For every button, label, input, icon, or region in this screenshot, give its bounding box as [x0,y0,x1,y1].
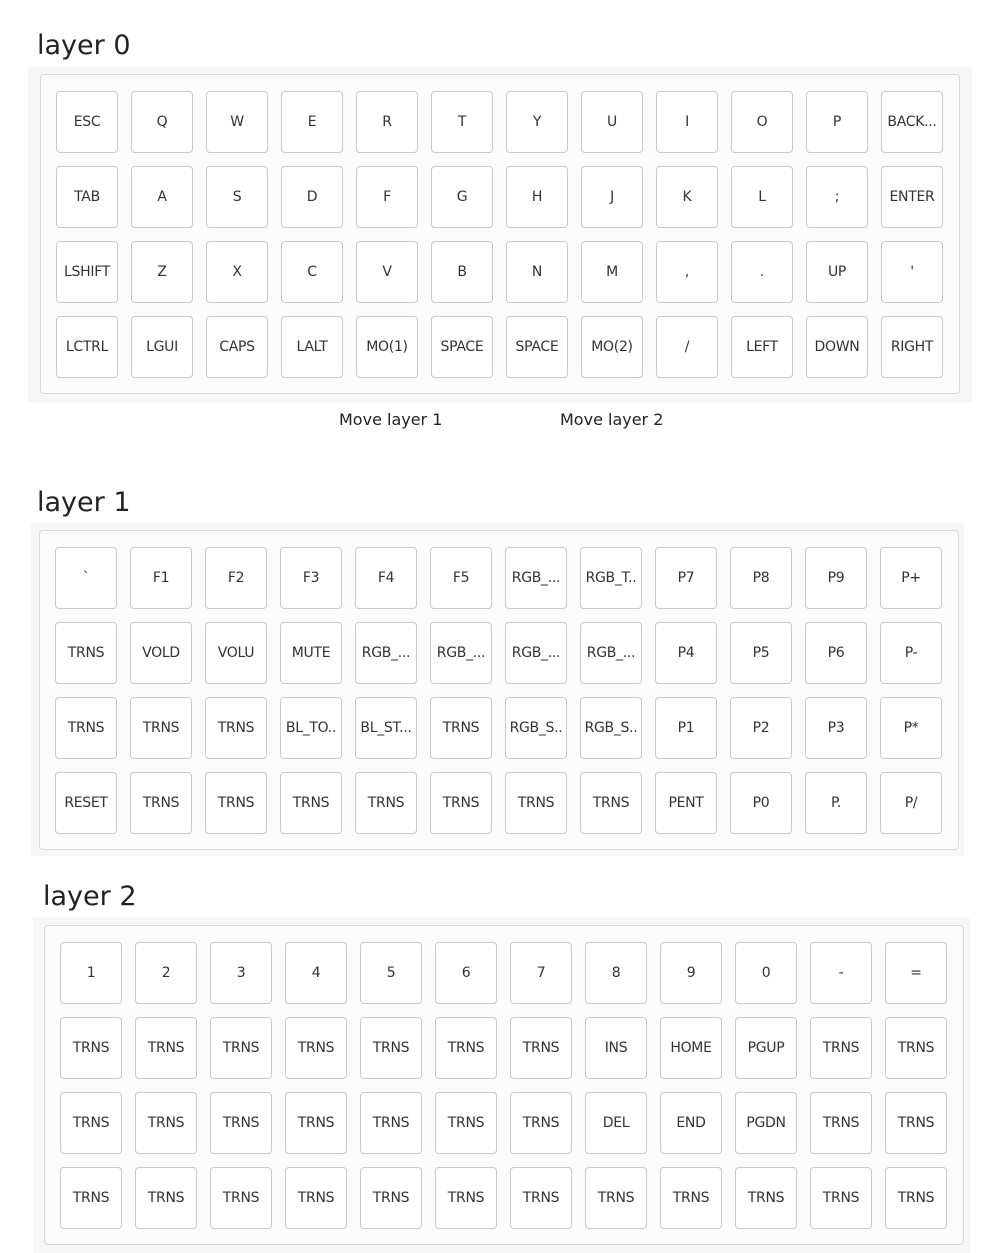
key-layer2-r0-c1[interactable]: 2 [135,942,197,1004]
key-layer1-r3-c9[interactable]: P0 [730,772,792,834]
key-layer2-r2-c9[interactable]: PGDN [735,1092,797,1154]
layer-0-keymap [56,91,943,378]
key-layer2-r3-c9[interactable]: TRNS [735,1167,797,1229]
key-layer0-r3-c11[interactable]: RIGHT [881,316,943,378]
key-layer1-r0-c11[interactable]: P+ [880,547,942,609]
key-layer2-r0-c4[interactable]: 5 [360,942,422,1004]
key-layer0-r2-c10[interactable]: UP [806,241,868,303]
key-layer1-r1-c7[interactable]: RGB_... [580,622,642,684]
key-layer0-r1-c3[interactable]: D [281,166,343,228]
key-layer2-r0-c0[interactable]: 1 [60,942,122,1004]
key-layer2-r3-c10[interactable]: TRNS [810,1167,872,1229]
key-layer2-r2-c2[interactable]: TRNS [210,1092,272,1154]
key-layer0-r0-c3[interactable]: E [281,91,343,153]
layer-2-keymap [60,942,947,1229]
move-layer-1-annotation: Move layer 1 [339,410,443,429]
key-layer2-r0-c6[interactable]: 7 [510,942,572,1004]
key-layer2-r0-c8[interactable]: 9 [660,942,722,1004]
key-layer1-r3-c0[interactable]: RESET [55,772,117,834]
key-layer0-r3-c2[interactable]: CAPS [206,316,268,378]
key-layer1-r3-c1[interactable]: TRNS [130,772,192,834]
key-layer1-r0-c3[interactable]: F3 [280,547,342,609]
key-layer2-r2-c7[interactable]: DEL [585,1092,647,1154]
key-layer2-r0-c5[interactable]: 6 [435,942,497,1004]
key-layer1-r1-c4[interactable]: RGB_... [355,622,417,684]
key-layer1-r2-c11[interactable]: P* [880,697,942,759]
key-layer0-r1-c5[interactable]: G [431,166,493,228]
key-layer1-r2-c10[interactable]: P3 [805,697,867,759]
key-layer0-r3-c5[interactable]: SPACE [431,316,493,378]
key-layer0-r0-c11[interactable]: BACK... [881,91,943,153]
key-layer1-r0-c2[interactable]: F2 [205,547,267,609]
key-layer2-r1-c7[interactable]: INS [585,1017,647,1079]
key-layer0-r3-c3[interactable]: LALT [281,316,343,378]
key-layer1-r3-c5[interactable]: TRNS [430,772,492,834]
key-layer2-r2-c1[interactable]: TRNS [135,1092,197,1154]
key-layer0-r2-c9[interactable]: . [731,241,793,303]
key-layer1-r1-c11[interactable]: P- [880,622,942,684]
key-layer1-r3-c2[interactable]: TRNS [205,772,267,834]
key-layer2-r1-c4[interactable]: TRNS [360,1017,422,1079]
key-layer2-r1-c0[interactable]: TRNS [60,1017,122,1079]
key-layer0-r1-c2[interactable]: S [206,166,268,228]
key-layer0-r1-c7[interactable]: J [581,166,643,228]
key-layer1-r0-c4[interactable]: F4 [355,547,417,609]
key-layer0-r2-c7[interactable]: M [581,241,643,303]
key-layer0-r1-c8[interactable]: K [656,166,718,228]
key-layer2-r1-c2[interactable]: TRNS [210,1017,272,1079]
key-layer0-r0-c5[interactable]: T [431,91,493,153]
key-layer2-r3-c8[interactable]: TRNS [660,1167,722,1229]
key-layer2-r3-c5[interactable]: TRNS [435,1167,497,1229]
key-layer0-r0-c8[interactable]: I [656,91,718,153]
key-layer1-r0-c7[interactable]: RGB_T.. [580,547,642,609]
key-layer1-r2-c0[interactable]: TRNS [55,697,117,759]
move-layer-2-annotation: Move layer 2 [560,410,664,429]
key-layer2-r0-c11[interactable]: = [885,942,947,1004]
key-layer1-r2-c7[interactable]: RGB_S.. [580,697,642,759]
key-layer0-r0-c4[interactable]: R [356,91,418,153]
key-layer1-r1-c9[interactable]: P5 [730,622,792,684]
key-layer2-r3-c1[interactable]: TRNS [135,1167,197,1229]
key-layer0-r3-c8[interactable]: / [656,316,718,378]
key-layer0-r3-c7[interactable]: MO(2) [581,316,643,378]
key-layer2-r2-c8[interactable]: END [660,1092,722,1154]
key-layer0-r0-c1[interactable]: Q [131,91,193,153]
key-layer2-r0-c2[interactable]: 3 [210,942,272,1004]
key-layer0-r1-c1[interactable]: A [131,166,193,228]
key-layer0-r2-c6[interactable]: N [506,241,568,303]
key-layer1-r3-c4[interactable]: TRNS [355,772,417,834]
key-layer1-r2-c9[interactable]: P2 [730,697,792,759]
key-layer1-r1-c1[interactable]: VOLD [130,622,192,684]
key-layer0-r0-c10[interactable]: P [806,91,868,153]
key-layer1-r1-c10[interactable]: P6 [805,622,867,684]
key-layer0-r3-c1[interactable]: LGUI [131,316,193,378]
key-layer1-r3-c6[interactable]: TRNS [505,772,567,834]
key-layer2-r1-c3[interactable]: TRNS [285,1017,347,1079]
key-layer2-r0-c7[interactable]: 8 [585,942,647,1004]
key-layer0-r1-c0[interactable]: TAB [56,166,118,228]
key-layer1-r0-c9[interactable]: P8 [730,547,792,609]
key-layer0-r2-c0[interactable]: LSHIFT [56,241,118,303]
key-layer1-r1-c3[interactable]: MUTE [280,622,342,684]
key-layer0-r3-c0[interactable]: LCTRL [56,316,118,378]
key-layer0-r0-c7[interactable]: U [581,91,643,153]
key-layer1-r2-c2[interactable]: TRNS [205,697,267,759]
key-layer1-r3-c8[interactable]: PENT [655,772,717,834]
key-layer0-r2-c4[interactable]: V [356,241,418,303]
key-layer1-r1-c2[interactable]: VOLU [205,622,267,684]
key-layer1-r0-c10[interactable]: P9 [805,547,867,609]
key-layer2-r0-c9[interactable]: 0 [735,942,797,1004]
key-layer1-r3-c7[interactable]: TRNS [580,772,642,834]
key-layer0-r2-c3[interactable]: C [281,241,343,303]
key-layer0-r2-c8[interactable]: , [656,241,718,303]
key-layer0-r1-c9[interactable]: L [731,166,793,228]
key-layer1-r1-c5[interactable]: RGB_... [430,622,492,684]
key-layer1-r1-c0[interactable]: TRNS [55,622,117,684]
key-layer0-r2-c1[interactable]: Z [131,241,193,303]
key-layer2-r1-c10[interactable]: TRNS [810,1017,872,1079]
key-layer0-r1-c4[interactable]: F [356,166,418,228]
key-layer1-r2-c3[interactable]: BL_TO.. [280,697,342,759]
key-layer1-r0-c8[interactable]: P7 [655,547,717,609]
key-layer1-r2-c6[interactable]: RGB_S.. [505,697,567,759]
key-layer2-r3-c7[interactable]: TRNS [585,1167,647,1229]
key-layer2-r3-c3[interactable]: TRNS [285,1167,347,1229]
key-layer0-r2-c2[interactable]: X [206,241,268,303]
key-layer1-r2-c5[interactable]: TRNS [430,697,492,759]
key-layer1-r0-c1[interactable]: F1 [130,547,192,609]
key-layer2-r1-c8[interactable]: HOME [660,1017,722,1079]
key-layer2-r3-c0[interactable]: TRNS [60,1167,122,1229]
key-layer2-r3-c6[interactable]: TRNS [510,1167,572,1229]
key-layer2-r3-c11[interactable]: TRNS [885,1167,947,1229]
key-layer0-r3-c10[interactable]: DOWN [806,316,868,378]
key-layer2-r1-c5[interactable]: TRNS [435,1017,497,1079]
key-layer0-r1-c11[interactable]: ENTER [881,166,943,228]
key-layer0-r0-c9[interactable]: O [731,91,793,153]
key-layer2-r1-c1[interactable]: TRNS [135,1017,197,1079]
key-layer0-r2-c5[interactable]: B [431,241,493,303]
key-layer0-r2-c11[interactable]: ' [881,241,943,303]
key-layer0-r1-c6[interactable]: H [506,166,568,228]
key-layer2-r1-c6[interactable]: TRNS [510,1017,572,1079]
key-layer0-r0-c2[interactable]: W [206,91,268,153]
key-layer2-r2-c5[interactable]: TRNS [435,1092,497,1154]
key-layer2-r2-c3[interactable]: TRNS [285,1092,347,1154]
key-layer0-r1-c10[interactable]: ; [806,166,868,228]
key-layer2-r1-c9[interactable]: PGUP [735,1017,797,1079]
layer-1-keymap [55,547,942,834]
key-layer2-r2-c10[interactable]: TRNS [810,1092,872,1154]
layer-2-title: layer 2 [43,881,137,912]
key-layer2-r2-c0[interactable]: TRNS [60,1092,122,1154]
key-layer2-r3-c2[interactable]: TRNS [210,1167,272,1229]
key-layer1-r0-c0[interactable]: ` [55,547,117,609]
key-layer1-r3-c3[interactable]: TRNS [280,772,342,834]
layer-0-title: layer 0 [37,30,131,61]
key-layer1-r1-c6[interactable]: RGB_... [505,622,567,684]
key-layer1-r0-c5[interactable]: F5 [430,547,492,609]
key-layer0-r3-c9[interactable]: LEFT [731,316,793,378]
key-layer1-r0-c6[interactable]: RGB_... [505,547,567,609]
key-layer1-r3-c10[interactable]: P. [805,772,867,834]
key-layer2-r1-c11[interactable]: TRNS [885,1017,947,1079]
key-layer0-r0-c0[interactable]: ESC [56,91,118,153]
key-layer1-r2-c1[interactable]: TRNS [130,697,192,759]
key-layer2-r2-c11[interactable]: TRNS [885,1092,947,1154]
key-layer1-r2-c4[interactable]: BL_ST... [355,697,417,759]
key-layer2-r3-c4[interactable]: TRNS [360,1167,422,1229]
key-layer2-r0-c10[interactable]: - [810,942,872,1004]
key-layer1-r3-c11[interactable]: P/ [880,772,942,834]
key-layer1-r1-c8[interactable]: P4 [655,622,717,684]
key-layer2-r2-c6[interactable]: TRNS [510,1092,572,1154]
layer-1-title: layer 1 [37,487,131,518]
key-layer0-r3-c6[interactable]: SPACE [506,316,568,378]
key-layer2-r2-c4[interactable]: TRNS [360,1092,422,1154]
key-layer1-r2-c8[interactable]: P1 [655,697,717,759]
key-layer2-r0-c3[interactable]: 4 [285,942,347,1004]
key-layer0-r3-c4[interactable]: MO(1) [356,316,418,378]
key-layer0-r0-c6[interactable]: Y [506,91,568,153]
